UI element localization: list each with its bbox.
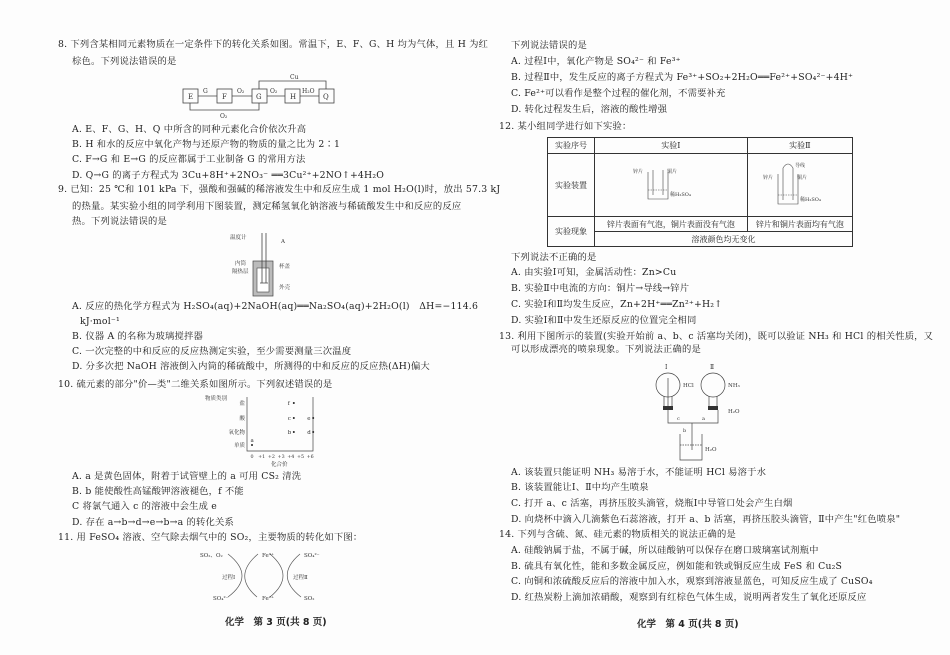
- x-axis-label: 化合价: [271, 462, 288, 468]
- svg-text:稀H₂SO₄: 稀H₂SO₄: [800, 197, 821, 203]
- q8-option-d[interactable]: D. Q→G 的离子方程式为 3Cu+8H⁺+2NO₃⁻ ══3Cu²⁺+2NO↑+4H₂O: [72, 170, 385, 181]
- svg-text:SO₂: SO₂: [304, 596, 315, 602]
- svg-text:过程Ⅱ: 过程Ⅱ: [293, 575, 308, 581]
- x-tick-label: +1: [258, 455, 266, 460]
- svg-text:内筒: 内筒: [235, 261, 247, 267]
- point-label-e: e: [307, 416, 311, 422]
- svg-text:锌片: 锌片: [763, 175, 774, 181]
- y-tick-label: 氧化物: [228, 430, 245, 436]
- q13-stem: 13. 利用下图所示的装置(实验开始前 a、b、c 活塞均关闭)，既可以验证 NH₃ 和 HCl 的相关性质，又: [499, 331, 934, 342]
- node-f: F: [222, 93, 227, 101]
- svg-text:隔热层: 隔热层: [232, 269, 249, 275]
- q11-option-c[interactable]: C. Fe²⁺可以看作是整个过程的催化剂，不需要补充: [511, 88, 726, 99]
- q12-question: 下列说法不正确的是: [511, 252, 597, 263]
- q13-option-d[interactable]: D. 向烧杯中滴入几滴紫色石蕊溶液，打开 a、b 活塞，再挤压胶头滴管，Ⅱ中产生"红色喷泉": [511, 514, 901, 525]
- q11-stem: 11. 用 FeSO₄ 溶液、空气除去烟气中的 SO₂，主要物质的转化如下图：: [58, 532, 363, 543]
- q11-stem-cont: 下列说法错误的是: [511, 40, 587, 51]
- svg-text:Ⅱ: Ⅱ: [710, 364, 715, 371]
- q14-option-a[interactable]: A. 硅酸钠属于盐，不属于碱，所以硅酸钠可以保存在磨口玻璃塞试剂瓶中: [511, 545, 819, 556]
- point-label-d: d: [307, 430, 311, 436]
- q9-stem: 热。下列说法错误的是: [72, 216, 167, 227]
- q10-option-b[interactable]: B. b 能使酸性高锰酸钾溶液褪色，f 不能: [72, 486, 244, 497]
- q9-option-d[interactable]: D. 分多次把 NaOH 溶液倒入内筒的稀硫酸中，所测得的中和反应的反应热(ΔH)偏大: [72, 361, 430, 372]
- q11-option-a[interactable]: A. 过程Ⅰ中，氧化产物是 SO₄²⁻ 和 Fe³⁺: [511, 56, 681, 67]
- svg-text:SO₄²⁻: SO₄²⁻: [213, 596, 229, 602]
- arrow-label: Cu: [290, 74, 299, 81]
- q8-stem: 棕色。下列说法错误的是: [72, 56, 177, 67]
- q8-stem: 8. 下列含某相同元素物质在一定条件下的转化关系如图。常温下，E、F、G、H 均为气体，且 H 为红: [58, 39, 489, 50]
- svg-text:SO₄²⁻: SO₄²⁻: [304, 553, 320, 559]
- q13-option-c[interactable]: C. 打开 a、c 活塞，再挤压胶头滴管，烧瓶Ⅰ中导管口处会产生白烟: [511, 498, 793, 509]
- experiment-table: 实验序号 实验Ⅰ 实验Ⅱ 实验装置 实验现象 锌片表面有气泡，铜片表面没有气泡 锌片和铜片表面均有气泡 溶液颜色均无变化: [547, 137, 853, 247]
- obs-both: 溶液颜色均无变化: [595, 232, 853, 247]
- x-tick-label: +5: [296, 455, 305, 460]
- arrow-label: O₂: [220, 113, 228, 120]
- q11-option-d[interactable]: D. 转化过程发生后，溶液的酸性增强: [511, 104, 668, 115]
- svg-text:a: a: [702, 416, 705, 422]
- q12-option-c[interactable]: C. 实验Ⅰ和Ⅱ均发生反应，Zn+2H⁺══Zn²⁺+H₂↑: [511, 299, 723, 310]
- svg-text:H₂O: H₂O: [705, 447, 717, 453]
- node-g: G: [256, 93, 262, 101]
- x-tick-label: 0: [250, 455, 254, 460]
- y-tick-label: 盐: [239, 401, 245, 407]
- q9-option-a-cont: kJ·mol⁻¹: [80, 316, 120, 327]
- q9-option-c[interactable]: C. 一次完整的中和反应的反应热测定实验，至少需要测量三次温度: [72, 346, 352, 357]
- x-tick-label: +2: [267, 455, 275, 460]
- q10-option-a[interactable]: A. a 是黄色固体，附着于试管壁上的 a 可用 CS₂ 清洗: [72, 471, 302, 482]
- svg-text:杯盖: 杯盖: [279, 264, 291, 270]
- q9-stem: 的热量。某实验小组的同学利用下图装置，测定稀氢氧化钠溶液与稀硫酸发生中和反应的反应: [72, 201, 462, 212]
- svg-text:HCl: HCl: [683, 383, 694, 389]
- svg-text:温度计: 温度计: [230, 235, 247, 241]
- point-label-a: a: [250, 438, 254, 444]
- q13-option-a[interactable]: A. 该装置只能证明 NH₃ 易溶于水，不能证明 HCl 易溶于水: [511, 467, 767, 478]
- arrow-label: O₂: [270, 88, 278, 95]
- q12-stem: 12. 某小组同学进行如下实验：: [499, 121, 632, 132]
- x-tick-label: +4: [287, 455, 295, 460]
- q14-option-d[interactable]: D. 红热炭粉上滴加浓硝酸，观察到有红棕色气体生成，说明两者发生了氧化还原反应: [511, 592, 867, 603]
- q14-option-b[interactable]: B. 硫具有氧化性，能和多数金属反应，例如能和铁或铜反应生成 FeS 和 Cu₂S: [511, 561, 843, 572]
- q12-option-d[interactable]: D. 实验Ⅰ和Ⅱ中发生还原反应的位置完全相同: [511, 315, 697, 326]
- y-axis-label: 物质类别: [205, 396, 228, 402]
- x-tick-label: +6: [306, 455, 314, 460]
- q10-stem: 10. 硫元素的部分"价—类"二维关系如图所示。下列叙述错误的是: [58, 379, 333, 390]
- svg-text:A: A: [281, 239, 285, 245]
- svg-text:外壳: 外壳: [279, 285, 291, 291]
- q9-option-a[interactable]: A. 反应的热化学方程式为 H₂SO₄(aq)+2NaOH(aq)══Na₂SO₄(aq)+2H₂O(l) ΔH=−114.6: [72, 301, 479, 312]
- q9-option-b[interactable]: B. 仪器 A 的名称为玻璃搅拌器: [72, 331, 204, 342]
- x-tick-label: +3: [277, 455, 285, 460]
- q14-option-c[interactable]: C. 向铜和浓硫酸反应后的溶液中加入水，观察到溶液显蓝色，可知反应生成了 CuSO₄: [511, 576, 873, 587]
- node-h: H: [290, 93, 297, 101]
- q9-stem: 9. 已知：25 ℃和 101 kPa 下，强酸和强碱的稀溶液发生中和反应生成 1 mol H₂O(l)时，放出 57.3 kJ: [58, 184, 501, 195]
- q8-option-c[interactable]: C. F→G 和 E→G 的反应都属于工业制备 G 的常用方法: [72, 154, 306, 165]
- point-label-c: c: [287, 416, 291, 422]
- svg-text:Fe³⁺: Fe³⁺: [262, 553, 274, 559]
- q12-option-a[interactable]: A. 由实验Ⅰ可知，金属活动性：Zn>Cu: [511, 267, 677, 278]
- svg-text:稀H₂SO₄: 稀H₂SO₄: [670, 192, 691, 198]
- arrow-label: G: [203, 88, 208, 95]
- svg-text:铜片: 铜片: [667, 169, 678, 175]
- svg-text:b: b: [683, 428, 687, 434]
- obs-exp1: 锌片表面有气泡，铜片表面没有气泡: [595, 217, 748, 232]
- obs-exp2: 锌片和铜片表面均有气泡: [747, 217, 852, 232]
- svg-text:c: c: [677, 416, 680, 422]
- svg-text:导线: 导线: [795, 163, 806, 169]
- svg-text:SO₂、O₂: SO₂、O₂: [200, 553, 223, 559]
- point-label-b: b: [287, 430, 292, 436]
- svg-text:H₂O: H₂O: [728, 409, 740, 415]
- svg-text:铜片: 铜片: [797, 175, 808, 181]
- page-footer-left: 化学 第 3 页(共 8 页): [225, 617, 327, 628]
- q12-option-b[interactable]: B. 实验Ⅱ中电流的方向：铜片→导线→锌片: [511, 283, 690, 294]
- arrow-label: O₂: [237, 88, 245, 95]
- svg-text:Ⅰ: Ⅰ: [665, 364, 668, 371]
- svg-text:Fe²⁺: Fe²⁺: [262, 596, 274, 602]
- svg-text:过程Ⅰ: 过程Ⅰ: [222, 575, 236, 581]
- q13-stem: 可以形成漂亮的喷泉现象。下列说法正确的是: [511, 344, 701, 355]
- point-label-f: f: [287, 401, 290, 407]
- q10-option-d[interactable]: D. 存在 a→b→d→e→b→a 的转化关系: [72, 517, 235, 528]
- q8-option-b[interactable]: B. H 和水的反应中氧化产物与还原产物的物质的量之比为 2∶1: [72, 139, 341, 150]
- q14-stem: 14. 下列与含硫、氮、硅元素的物质相关的说法正确的是: [499, 529, 736, 540]
- svg-text:NH₃: NH₃: [728, 383, 740, 389]
- node-e: E: [188, 93, 194, 101]
- y-tick-label: 酸: [239, 416, 245, 422]
- node-q: Q: [323, 93, 329, 101]
- arrow-label: H₂O: [302, 88, 315, 95]
- q11-option-b[interactable]: B. 过程Ⅱ中，发生反应的离子方程式为 Fe³⁺+SO₂+2H₂O══Fe²⁺+SO₄²⁻+4H⁺: [511, 72, 854, 83]
- y-tick-label: 单质: [233, 443, 245, 449]
- q13-option-b[interactable]: B. 该装置能让Ⅰ、Ⅱ中均产生喷泉: [511, 482, 649, 493]
- svg-text:锌片: 锌片: [633, 169, 644, 175]
- q8-option-a[interactable]: A. E、F、G、H、Q 中所含的同种元素化合价依次升高: [72, 124, 307, 135]
- page-footer-right: 化学 第 4 页(共 8 页): [637, 619, 739, 630]
- q10-option-c[interactable]: C 将氯气通入 c 的溶液中会生成 e: [72, 501, 218, 512]
